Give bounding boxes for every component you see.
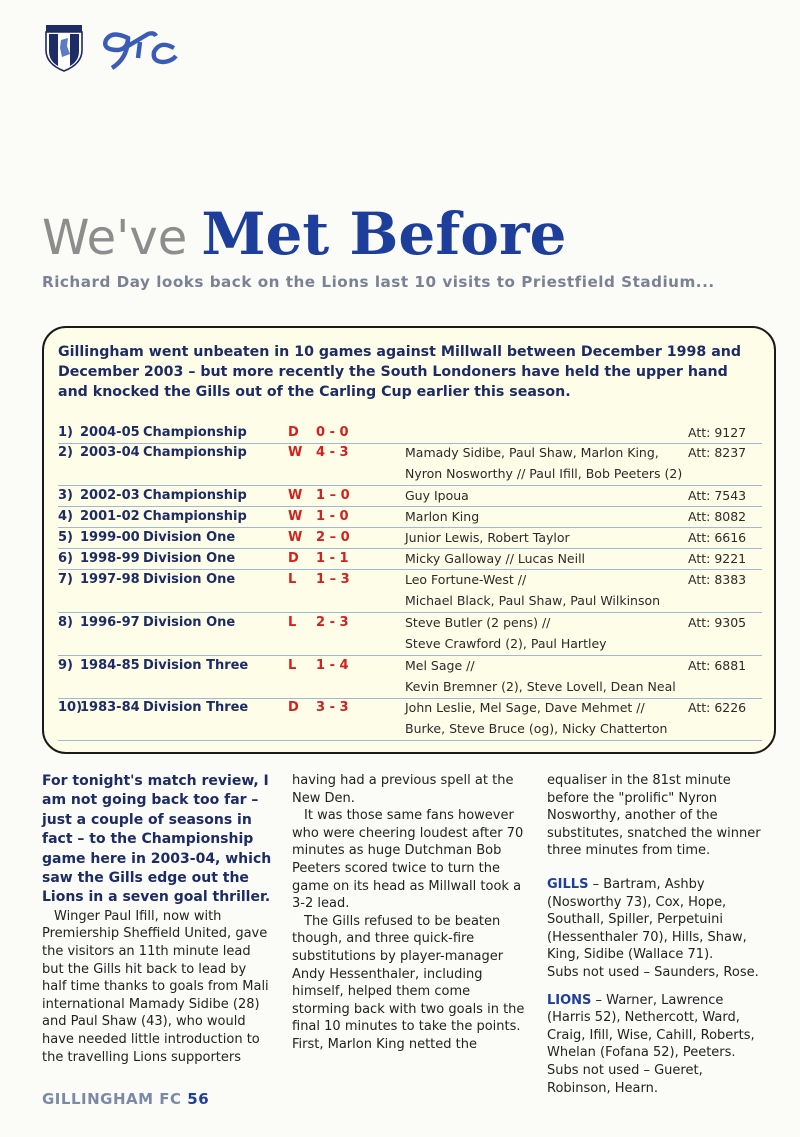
result-attendance: Att: 6226: [688, 700, 747, 715]
lions-lineup: [547, 992, 767, 1062]
gills-label: GILLS: [547, 876, 589, 892]
result-season: 2003-04: [80, 445, 140, 460]
result-season: 1996-97: [80, 615, 140, 630]
result-attendance: Att: 9305: [688, 615, 747, 630]
result-number: 10): [58, 700, 83, 715]
headline-light: We've: [42, 210, 188, 266]
lions-label: LIONS: [547, 992, 592, 1008]
gills-players: – Bartram, Ashby (Nosworthy 73), Cox, Hope, Southall, Spiller, Perpetuini (Hessenthaler 70), Hills, Shaw, King, Sidibe (Wallace 71).: [547, 876, 747, 963]
article-paragraph: equaliser in the 81st minute before the "prolific" Nyron Nosworthy, another of the substitutes, snatched the winner three minutes from time.: [547, 773, 761, 859]
result-scorers-line2: Kevin Bremner (2), Steve Lovell, Dean Neal: [405, 679, 676, 694]
result-number: 7): [58, 572, 73, 587]
result-row: [58, 445, 762, 486]
result-outcome: D: [288, 551, 299, 566]
article-paragraph: It was those same fans however who were cheering loudest after 70 minutes as huge Dutchman Bob Peeters scored twice to turn the game on its head as Millwall took a 3-2 lead.: [292, 808, 524, 912]
result-competition: Championship: [143, 509, 247, 524]
result-row: [58, 488, 762, 507]
result-score: 4 - 3: [316, 445, 349, 460]
result-scorers: Guy Ipoua: [405, 488, 469, 503]
result-outcome: D: [288, 425, 299, 440]
result-attendance: Att: 8383: [688, 572, 747, 587]
result-attendance: Att: 9221: [688, 551, 747, 566]
headline-bold: Met Before: [201, 200, 567, 268]
page-headline: [42, 200, 566, 270]
result-score: 1 - 0: [316, 509, 349, 524]
result-scorers: John Leslie, Mel Sage, Dave Mehmet //: [405, 700, 645, 715]
result-scorers-line2: Michael Black, Paul Shaw, Paul Wilkinson: [405, 593, 661, 608]
article-paragraph: having had a previous spell at the New Den.: [292, 773, 514, 806]
result-score: 1 - 4: [316, 658, 349, 673]
result-number: 3): [58, 488, 73, 503]
result-number: 1): [58, 425, 73, 440]
result-season: 1997-98: [80, 572, 140, 587]
article-paragraph: The Gills refused to be beaten though, and three quick-fire substitutions by player-manager Andy Hessenthaler, including himself, helped them come storming back with two goals in the final 10 minutes to take the points. First, Marlon King netted the: [292, 913, 525, 1052]
result-season: 1999-00: [80, 530, 140, 545]
footer-label: GILLINGHAM FC: [42, 1090, 182, 1108]
result-outcome: L: [288, 572, 297, 587]
result-season: 1984-85: [80, 658, 140, 673]
result-scorers-line2: Burke, Steve Bruce (og), Nicky Chatterton: [405, 721, 668, 736]
page-number: 56: [187, 1090, 210, 1108]
result-number: 8): [58, 615, 73, 630]
result-scorers: Marlon King: [405, 509, 480, 524]
article-column-2: [292, 772, 528, 1054]
result-outcome: W: [288, 445, 303, 460]
result-scorers-line2: Nyron Nosworthy // Paul Ifill, Bob Peeters (2): [405, 466, 683, 481]
result-scorers: Mel Sage //: [405, 658, 475, 673]
result-scorers: Mamady Sidibe, Paul Shaw, Marlon King,: [405, 445, 659, 460]
result-row: [58, 658, 762, 699]
result-number: 5): [58, 530, 73, 545]
result-row: [58, 509, 762, 528]
lions-players: – Warner, Lawrence (Harris 52), Nethercott, Ward, Craig, Ifill, Wise, Cahill, Roberts, Whelan (Fofana 52), Peeters.: [547, 992, 755, 1061]
result-season: 2002-03: [80, 488, 140, 503]
result-scorers: Leo Fortune-West //: [405, 572, 527, 587]
box-intro: Gillingham went unbeaten in 10 games against Millwall between December 1998 and December 2003 – but more recently the South Londoners have held the upper hand and knocked the Gills out of the Carling Cup earlier this season.: [58, 344, 742, 400]
result-outcome: W: [288, 509, 303, 524]
article-lead: For tonight's match review, I am not going back too far – just a couple of seasons in fact – to the Championship game here in 2003-04, which saw the Gills edge out the Lions in a seven goal thriller.: [42, 773, 272, 906]
result-outcome: W: [288, 530, 303, 545]
article-column-1: [42, 772, 274, 1066]
result-season: 2001-02: [80, 509, 140, 524]
result-row: [58, 530, 762, 549]
subtitle: Richard Day looks back on the Lions last 10 visits to Priestfield Stadium...: [42, 273, 715, 291]
result-competition: Division Three: [143, 700, 249, 715]
result-score: 1 - 1: [316, 551, 349, 566]
result-competition: Championship: [143, 425, 247, 440]
result-score: 2 - 3: [316, 615, 349, 630]
result-season: 2004-05: [80, 425, 140, 440]
result-number: 6): [58, 551, 73, 566]
gills-subs: Subs not used – Saunders, Rose.: [547, 964, 759, 980]
result-competition: Division One: [143, 572, 236, 587]
result-competition: Championship: [143, 488, 247, 503]
result-number: 9): [58, 658, 73, 673]
result-scorers: Micky Galloway // Lucas Neill: [405, 551, 586, 566]
result-attendance: Att: 9127: [688, 425, 747, 440]
gfc-monogram-logo: [98, 24, 180, 74]
result-outcome: L: [288, 658, 297, 673]
article-column-3: [547, 772, 767, 1097]
result-season: 1983-84: [80, 700, 140, 715]
result-competition: Division Three: [143, 658, 249, 673]
result-score: 3 - 3: [316, 700, 349, 715]
result-outcome: W: [288, 488, 303, 503]
page-footer: [42, 1090, 209, 1108]
result-competition: Division One: [143, 615, 236, 630]
article-paragraph: Winger Paul Ifill, now with Premiership Sheffield United, gave the visitors an 11th minute lead but the Gills hit back to lead by half time thanks to goals from Mali international Mamady Sidibe (28) and Paul Shaw (43), who would have needed little introduction to the travelling Lions supporters: [42, 908, 269, 1065]
result-competition: Division One: [143, 530, 236, 545]
result-competition: Division One: [143, 551, 236, 566]
result-attendance: Att: 6881: [688, 658, 747, 673]
result-score: 1 – 3: [316, 572, 350, 587]
result-scorers: Junior Lewis, Robert Taylor: [405, 530, 570, 545]
result-row: [58, 425, 762, 444]
result-number: 2): [58, 445, 73, 460]
result-attendance: Att: 8082: [688, 509, 747, 524]
result-outcome: D: [288, 700, 299, 715]
result-row: [58, 700, 762, 741]
result-row: [58, 551, 762, 570]
result-scorers: Steve Butler (2 pens) //: [405, 615, 551, 630]
result-row: [58, 572, 762, 613]
result-attendance: Att: 6616: [688, 530, 747, 545]
result-competition: Championship: [143, 445, 247, 460]
result-score: 2 – 0: [316, 530, 350, 545]
result-number: 4): [58, 509, 73, 524]
result-scorers-line2: Steve Crawford (2), Paul Hartley: [405, 636, 607, 651]
result-attendance: Att: 8237: [688, 445, 747, 460]
result-season: 1998-99: [80, 551, 140, 566]
result-score: 0 - 0: [316, 425, 349, 440]
result-outcome: L: [288, 615, 297, 630]
lions-subs: Subs not used – Gueret, Robinson, Hearn.: [547, 1062, 703, 1096]
result-attendance: Att: 7543: [688, 488, 747, 503]
club-crest-icon: [44, 24, 84, 72]
result-score: 1 – 0: [316, 488, 350, 503]
result-row: [58, 615, 762, 656]
gills-lineup: [547, 876, 767, 964]
